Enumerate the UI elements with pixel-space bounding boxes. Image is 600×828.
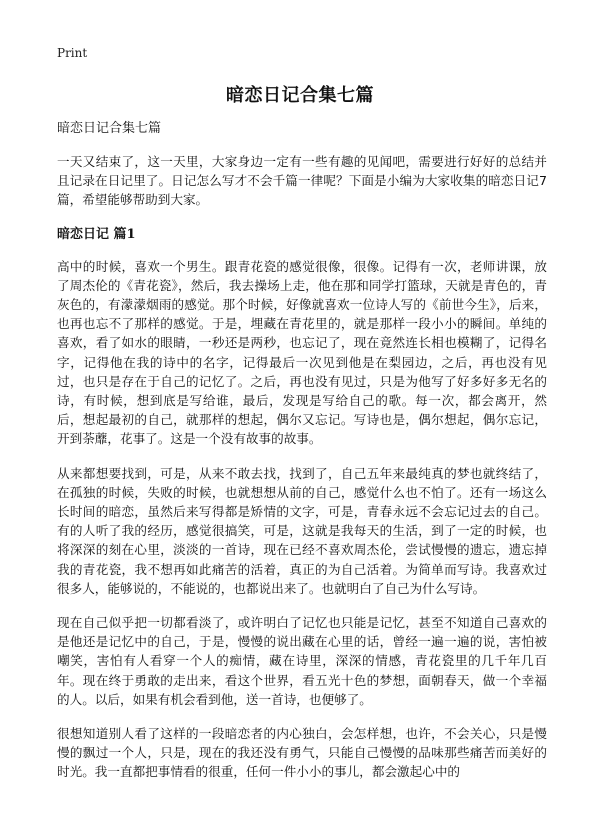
intro-paragraph: 一天又结束了，这一天里，大家身边一定有一些有趣的见闻吧，需要进行好好的总结并且记录在日记里了。日记怎么写才不会千篇一律呢？下面是小编为大家收集的暗恋日记7篇，希望能够帮助到大家。 <box>57 154 547 208</box>
body-paragraph: 现在自己似乎把一切都看淡了，或许明白了记忆也只能是记忆，甚至不知道自己喜欢的是他还是记忆中的自己，于是，慢慢的说出藏在心里的话，曾经一遍一遍的说，害怕被嘲笑，害怕有人看穿一个人的痴情，藏在诗里，深深的情感，青花瓷里的几千年几百年。现在终于勇敢的走出来，看这个世界，看五光十色的梦想，面朝春天，做一个幸福的人。以后，如果有机会看到他，送一首诗，也便够了。 <box>57 615 547 707</box>
body-paragraph: 很想知道别人看了这样的一段暗恋者的内心独白，会怎样想，也许，不会关心，只是慢慢的飘过一个人，只是，现在的我还没有勇气，只能自己慢慢的品味那些痛苦而美好的时光。我一直都把事情看的很重，任何一件小小的事儿，都会激起心中的 <box>57 726 547 780</box>
print-label: Print <box>57 46 88 60</box>
document-body <box>57 119 547 797</box>
section-heading: 暗恋日记 篇1 <box>57 226 136 242</box>
document-subtitle: 暗恋日记合集七篇 <box>57 121 162 136</box>
page-title: 暗恋日记合集七篇 <box>226 85 374 106</box>
body-paragraph: 从来都想要找到，可是，从来不敢去找，找到了，自己五年来最纯真的梦也就终结了，在孤独的时候，失败的时候，也就想想从前的自己，感觉什么也不怕了。还有一场这么长时间的暗恋，虽然后来写得都是矫情的文字，可是，青春永远不会忘记过去的自己。有的人听了我的经历，感觉很搞笑，可是，这就是我每天的生活，到了一定的时候，也将深深的刻在心里，淡淡的一首诗，现在已经不喜欢周杰伦，尝试慢慢的遗忘，遗忘掉我的青花瓷，我不想再如此痛苦的活着，真正的为自己活着。为简单而写诗。我喜欢过很多人，能够说的，不能说的，也都说出来了。也就明白了自己为什么写诗。 <box>57 465 547 596</box>
body-paragraph: 高中的时候，喜欢一个男生。跟青花瓷的感觉很像，很像。记得有一次，老师讲课，放了周杰伦的《青花瓷》，然后，我去操场上走，他在那和同学打篮球，天就是青色的，青灰色的，有濛濛烟雨的感觉。那个时候，好像就喜欢一位诗人写的《前世今生》，后来，也再也忘不了那样的感觉。于是，埋藏在青花里的，就是那样一段小小的瞬间。单纯的喜欢，看了如水的眼睛，一秒还是两秒，也忘记了，现在竟然连长相也模糊了，记得名字，记得他在我的诗中的名字，记得最后一次见到他是在梨园边，之后，再也没有见过，也只是存在于自己的记忆了。之后，再也没有见过，只是为他写了好多好多无名的诗，有时候，想到底是写给谁，最后，发现是写给自己的歌。每一次，都会离开，然后，想起最初的自己，就那样的想起，偶尔又忘记。写诗也是，偶尔想起，偶尔忘记，开到荼蘼，花事了。这是一个没有故事的故事。 <box>57 258 547 447</box>
